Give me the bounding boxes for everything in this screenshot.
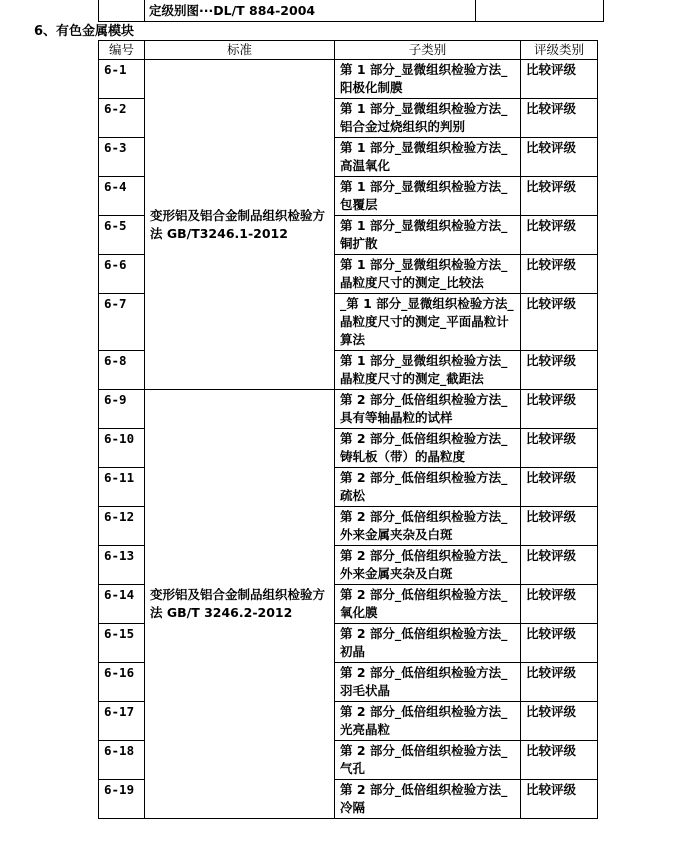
row-number: 6-15 [99,624,145,663]
subcategory-cell: _第 1 部分_显微组织检验方法_晶粒度尺寸的测定_平面晶粒计算法 [335,294,521,351]
subcategory-cell: 第 2 部分_低倍组织检验方法_疏松 [335,468,521,507]
grading-cell: 比较评级 [521,585,598,624]
row-number: 6-11 [99,468,145,507]
row-number: 6-6 [99,255,145,294]
subcategory-cell: 第 1 部分_显微组织检验方法_铜扩散 [335,216,521,255]
grading-cell: 比较评级 [521,351,598,390]
header-standard: 标准 [145,41,335,60]
previous-table-cell-text: 定级别图···DL/T 884-2004 [145,0,476,22]
subcategory-cell: 第 2 部分_低倍组织检验方法_氧化膜 [335,585,521,624]
subcategory-cell: 第 1 部分_显微组织检验方法_高温氧化 [335,138,521,177]
subcategory-cell: 第 2 部分_低倍组织检验方法_初晶 [335,624,521,663]
row-number: 6-14 [99,585,145,624]
row-number: 6-19 [99,780,145,819]
row-number: 6-10 [99,429,145,468]
standard-cell: 变形铝及铝合金制品组织检验方法 GB/T3246.1-2012 [145,60,335,390]
grading-cell: 比较评级 [521,468,598,507]
subcategory-cell: 第 2 部分_低倍组织检验方法_外来金属夹杂及白斑 [335,546,521,585]
grading-cell: 比较评级 [521,138,598,177]
previous-table-cell-empty [476,0,604,22]
row-number: 6-7 [99,294,145,351]
row-number: 6-17 [99,702,145,741]
row-number: 6-16 [99,663,145,702]
grading-cell: 比较评级 [521,255,598,294]
row-number: 6-1 [99,60,145,99]
row-number: 6-9 [99,390,145,429]
row-number: 6-3 [99,138,145,177]
grading-cell: 比较评级 [521,741,598,780]
subcategory-cell: 第 1 部分_显微组织检验方法_晶粒度尺寸的测定_比较法 [335,255,521,294]
previous-table-cell-empty [99,0,145,22]
previous-table-row [99,0,604,22]
subcategory-cell: 第 2 部分_低倍组织检验方法_具有等轴晶粒的试样 [335,390,521,429]
subcategory-cell: 第 1 部分_显微组织检验方法_铝合金过烧组织的判别 [335,99,521,138]
table-body [99,60,598,819]
previous-table-fragment [98,0,604,22]
grading-cell: 比较评级 [521,663,598,702]
header-num: 编号 [99,41,145,60]
table-row [99,390,598,429]
standard-cell: 变形铝及铝合金制品组织检验方法 GB/T 3246.2-2012 [145,390,335,819]
row-number: 6-5 [99,216,145,255]
grading-cell: 比较评级 [521,702,598,741]
subcategory-cell: 第 1 部分_显微组织检验方法_包覆层 [335,177,521,216]
nonferrous-module-table [98,40,598,819]
row-number: 6-2 [99,99,145,138]
subcategory-cell: 第 2 部分_低倍组织检验方法_光亮晶粒 [335,702,521,741]
subcategory-cell: 第 2 部分_低倍组织检验方法_气孔 [335,741,521,780]
row-number: 6-13 [99,546,145,585]
grading-cell: 比较评级 [521,177,598,216]
row-number: 6-18 [99,741,145,780]
subcategory-cell: 第 1 部分_显微组织检验方法_晶粒度尺寸的测定_截距法 [335,351,521,390]
grading-cell: 比较评级 [521,60,598,99]
header-grading: 评级类别 [521,41,598,60]
table-row [99,60,598,99]
subcategory-cell: 第 2 部分_低倍组织检验方法_羽毛状晶 [335,663,521,702]
header-row [99,41,598,60]
grading-cell: 比较评级 [521,429,598,468]
section-title: 6、有色金属模块 [34,24,135,39]
grading-cell: 比较评级 [521,390,598,429]
row-number: 6-8 [99,351,145,390]
grading-cell: 比较评级 [521,507,598,546]
grading-cell: 比较评级 [521,99,598,138]
header-subcategory: 子类别 [335,41,521,60]
row-number: 6-12 [99,507,145,546]
grading-cell: 比较评级 [521,294,598,351]
grading-cell: 比较评级 [521,780,598,819]
grading-cell: 比较评级 [521,624,598,663]
grading-cell: 比较评级 [521,216,598,255]
subcategory-cell: 第 2 部分_低倍组织检验方法_铸轧板（带）的晶粒度 [335,429,521,468]
subcategory-cell: 第 1 部分_显微组织检验方法_阳极化制膜 [335,60,521,99]
subcategory-cell: 第 2 部分_低倍组织检验方法_冷隔 [335,780,521,819]
grading-cell: 比较评级 [521,546,598,585]
subcategory-cell: 第 2 部分_低倍组织检验方法_外来金属夹杂及白斑 [335,507,521,546]
row-number: 6-4 [99,177,145,216]
